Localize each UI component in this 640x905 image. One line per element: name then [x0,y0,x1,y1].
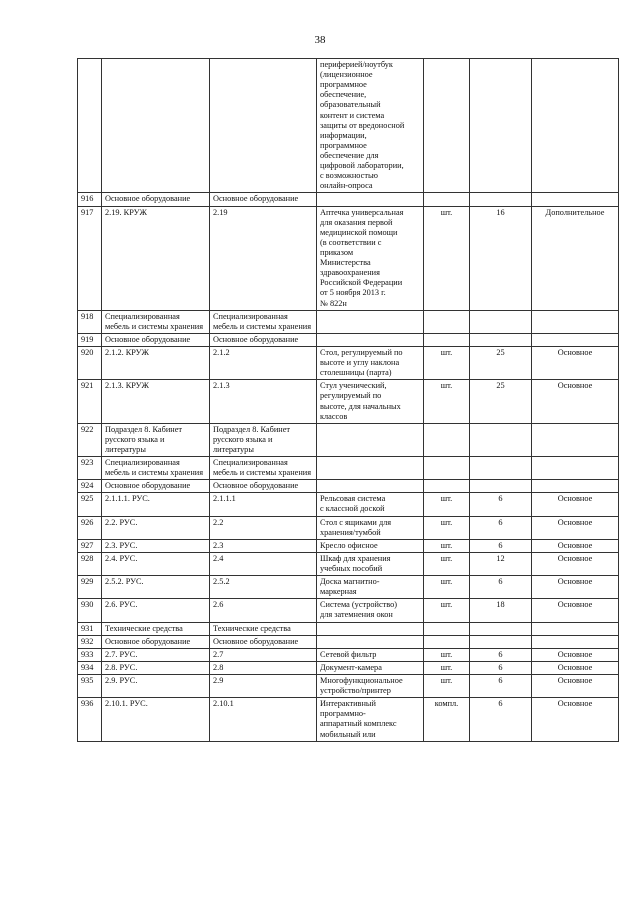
cell-description [317,635,424,648]
cell-equipment-type [532,622,619,635]
cell-equipment-type: Основное [532,599,619,622]
cell-equipment-type: Основное [532,346,619,379]
cell-item-name: 2.8. РУС. [102,661,210,674]
cell-quantity [470,333,532,346]
table-row [78,480,619,493]
cell-unit: шт. [424,380,470,423]
cell-equipment-type: Основное [532,380,619,423]
cell-row-number: 921 [78,380,102,423]
cell-description: Кресло офисное [317,539,424,552]
cell-item-code: 2.5.2 [210,576,317,599]
cell-unit [424,310,470,333]
cell-equipment-type: Основное [532,493,619,516]
cell-item-name: 2.1.2. КРУЖ [102,346,210,379]
cell-row-number: 930 [78,599,102,622]
cell-unit [424,480,470,493]
cell-item-name: 2.9. РУС. [102,675,210,698]
cell-unit: шт. [424,599,470,622]
table-row [78,193,619,206]
cell-quantity [470,635,532,648]
cell-row-number: 916 [78,193,102,206]
cell-item-code: 2.3 [210,539,317,552]
cell-description: Сетевой фильтр [317,648,424,661]
cell-quantity [470,59,532,193]
table-row [78,310,619,333]
cell-item-name: Подраздел 8. Кабинет русского языка и литературы [102,423,210,456]
cell-description: Рельсовая система с классной доской [317,493,424,516]
cell-description: Аптечка универсальная для оказания первой медицинской помощи (в соответствии с приказом Министерства здравоохранения Российской Федерации от 5 ноября 2013 г. № 822н [317,206,424,310]
cell-item-code: 2.1.2 [210,346,317,379]
cell-quantity [470,423,532,456]
cell-quantity: 18 [470,599,532,622]
cell-unit [424,59,470,193]
cell-equipment-type: Основное [532,698,619,741]
cell-equipment-type: Основное [532,661,619,674]
equipment-table-body [78,59,619,742]
cell-row-number: 932 [78,635,102,648]
cell-equipment-type: Дополнительное [532,206,619,310]
table-row [78,648,619,661]
cell-row-number: 936 [78,698,102,741]
cell-item-name: Основное оборудование [102,333,210,346]
cell-row-number: 923 [78,457,102,480]
cell-unit: шт. [424,648,470,661]
cell-quantity: 6 [470,648,532,661]
cell-equipment-type: Основное [532,539,619,552]
cell-row-number: 931 [78,622,102,635]
cell-item-name: 2.6. РУС. [102,599,210,622]
cell-unit [424,622,470,635]
cell-row-number: 922 [78,423,102,456]
cell-item-code: 2.7 [210,648,317,661]
cell-item-code: Основное оборудование [210,635,317,648]
cell-item-name: 2.1.3. КРУЖ [102,380,210,423]
cell-item-name: 2.7. РУС. [102,648,210,661]
cell-item-code [210,59,317,193]
cell-quantity [470,622,532,635]
cell-row-number: 927 [78,539,102,552]
cell-unit [424,635,470,648]
cell-row-number: 917 [78,206,102,310]
cell-item-code: 2.9 [210,675,317,698]
cell-quantity: 6 [470,516,532,539]
cell-item-code: Специализированная мебель и системы хранения [210,310,317,333]
cell-equipment-type [532,333,619,346]
cell-quantity: 6 [470,675,532,698]
cell-equipment-type [532,310,619,333]
cell-row-number: 920 [78,346,102,379]
cell-item-name: Основное оборудование [102,480,210,493]
cell-equipment-type: Основное [532,516,619,539]
cell-unit [424,193,470,206]
cell-item-name: 2.4. РУС. [102,552,210,575]
cell-item-name: Специализированная мебель и системы хранения [102,310,210,333]
cell-item-code: Основное оборудование [210,480,317,493]
cell-item-code: Специализированная мебель и системы хранения [210,457,317,480]
cell-item-code: 2.2 [210,516,317,539]
cell-item-code: 2.19 [210,206,317,310]
cell-item-name: Технические средства [102,622,210,635]
table-row [78,423,619,456]
cell-unit [424,457,470,480]
cell-row-number: 935 [78,675,102,698]
cell-quantity [470,480,532,493]
cell-row-number: 925 [78,493,102,516]
cell-quantity: 6 [470,539,532,552]
cell-equipment-type [532,193,619,206]
cell-item-name: 2.19. КРУЖ [102,206,210,310]
cell-quantity: 6 [470,698,532,741]
cell-description: Шкаф для хранения учебных пособий [317,552,424,575]
cell-row-number: 919 [78,333,102,346]
cell-quantity: 6 [470,493,532,516]
cell-item-code: 2.1.1.1 [210,493,317,516]
cell-description [317,333,424,346]
cell-item-name: 2.1.1.1. РУС. [102,493,210,516]
table-row [78,675,619,698]
cell-item-code: 2.6 [210,599,317,622]
cell-equipment-type [532,635,619,648]
cell-description: Интерактивный программно- аппаратный комплекс мобильный или [317,698,424,741]
cell-quantity: 6 [470,576,532,599]
cell-row-number: 918 [78,310,102,333]
cell-item-code: Технические средства [210,622,317,635]
cell-description: Многофункциональное устройство/принтер [317,675,424,698]
cell-equipment-type [532,59,619,193]
cell-row-number: 934 [78,661,102,674]
cell-unit: шт. [424,675,470,698]
cell-unit: шт. [424,539,470,552]
table-row [78,380,619,423]
cell-item-name: Основное оборудование [102,193,210,206]
cell-item-name: Основное оборудование [102,635,210,648]
cell-description [317,193,424,206]
table-row [78,599,619,622]
cell-item-code: 2.1.3 [210,380,317,423]
cell-item-code: 2.10.1 [210,698,317,741]
cell-row-number: 924 [78,480,102,493]
table-row [78,552,619,575]
table-row [78,576,619,599]
cell-row-number: 926 [78,516,102,539]
cell-item-name [102,59,210,193]
table-row [78,661,619,674]
cell-row-number: 933 [78,648,102,661]
cell-item-code: Основное оборудование [210,193,317,206]
cell-description: Доска магнитно- маркерная [317,576,424,599]
cell-item-code: 2.4 [210,552,317,575]
cell-unit: шт. [424,516,470,539]
cell-equipment-type: Основное [532,648,619,661]
cell-description [317,423,424,456]
cell-description: периферией/ноутбук (лицензионное программное обеспечение, образовательный контент и система защиты от вредоносной информации, программное обеспечение для цифровой лаборатории, с возможностью онлайн-опроса [317,59,424,193]
cell-unit: компл. [424,698,470,741]
cell-equipment-type: Основное [532,675,619,698]
cell-quantity: 25 [470,380,532,423]
cell-item-code: 2.8 [210,661,317,674]
cell-unit: шт. [424,552,470,575]
cell-equipment-type [532,457,619,480]
cell-description [317,480,424,493]
cell-row-number: 929 [78,576,102,599]
table-row [78,59,619,193]
page-number: 38 [314,34,326,46]
cell-row-number: 928 [78,552,102,575]
cell-item-code: Подраздел 8. Кабинет русского языка и литературы [210,423,317,456]
cell-description: Стул ученический, регулируемый по высоте, для начальных классов [317,380,424,423]
cell-unit: шт. [424,493,470,516]
cell-unit: шт. [424,661,470,674]
cell-unit: шт. [424,576,470,599]
table-row [78,333,619,346]
cell-description: Стол с ящиками для хранения/тумбой [317,516,424,539]
table-row [78,346,619,379]
table-row [78,539,619,552]
cell-unit: шт. [424,206,470,310]
cell-description [317,622,424,635]
equipment-table [77,58,619,742]
cell-unit: шт. [424,346,470,379]
cell-unit [424,423,470,456]
cell-equipment-type [532,423,619,456]
cell-equipment-type: Основное [532,552,619,575]
table-row [78,493,619,516]
cell-description: Система (устройство) для затемнения окон [317,599,424,622]
cell-item-name: Специализированная мебель и системы хранения [102,457,210,480]
cell-quantity: 6 [470,661,532,674]
table-row [78,206,619,310]
cell-quantity [470,310,532,333]
cell-item-name: 2.2. РУС. [102,516,210,539]
table-row [78,635,619,648]
table-row [78,698,619,741]
cell-quantity: 12 [470,552,532,575]
cell-equipment-type: Основное [532,576,619,599]
cell-row-number [78,59,102,193]
cell-item-code: Основное оборудование [210,333,317,346]
table-row [78,622,619,635]
table-row [78,457,619,480]
cell-unit [424,333,470,346]
cell-quantity [470,193,532,206]
cell-item-name: 2.10.1. РУС. [102,698,210,741]
cell-item-name: 2.3. РУС. [102,539,210,552]
table-row [78,516,619,539]
cell-description: Документ-камера [317,661,424,674]
cell-quantity: 16 [470,206,532,310]
cell-description [317,310,424,333]
cell-description [317,457,424,480]
cell-quantity: 25 [470,346,532,379]
cell-equipment-type [532,480,619,493]
cell-description: Стол, регулируемый по высоте и углу наклона столешницы (парта) [317,346,424,379]
cell-quantity [470,457,532,480]
cell-item-name: 2.5.2. РУС. [102,576,210,599]
